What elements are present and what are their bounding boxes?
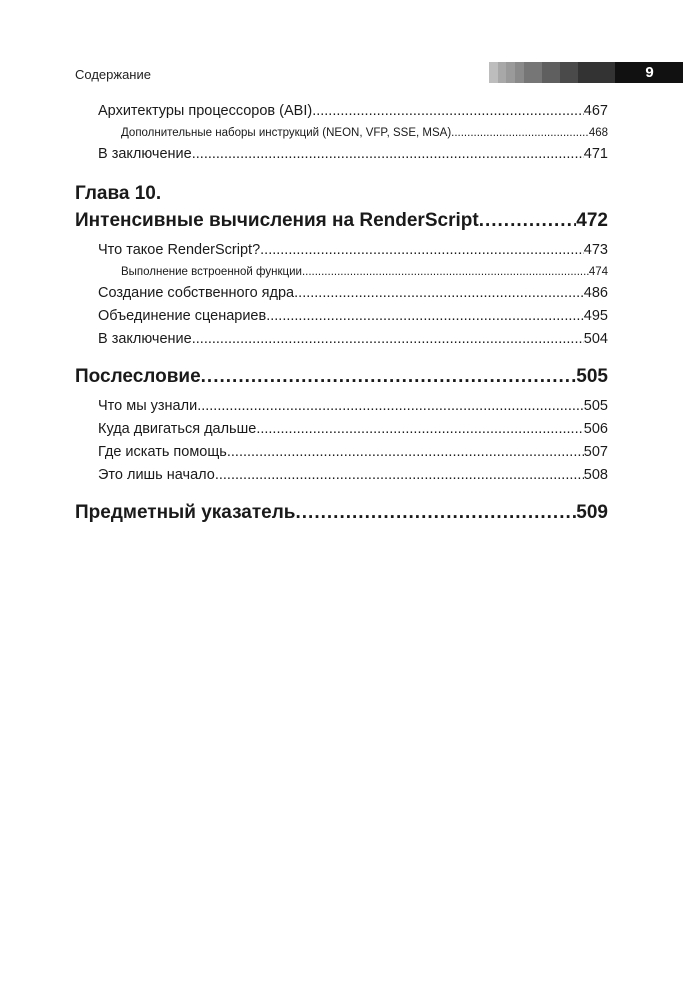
header-stripe <box>542 62 560 83</box>
index-title: Предметный указатель <box>75 502 296 523</box>
dot-leader <box>215 464 584 487</box>
dot-leader <box>256 418 583 441</box>
page-header <box>75 62 654 84</box>
chapter-title-entry[interactable] <box>75 207 608 235</box>
toc-entry[interactable] <box>75 305 608 328</box>
dot-leader <box>197 395 584 418</box>
toc-subentry[interactable] <box>75 262 608 282</box>
toc-entry[interactable] <box>75 328 608 351</box>
toc-entry[interactable] <box>75 418 608 441</box>
toc-entry[interactable] <box>75 143 608 166</box>
toc-entry-page: 505 <box>583 398 608 414</box>
toc-entry-page: 468 <box>588 127 608 139</box>
header-stripe <box>489 62 498 83</box>
toc-entry-label: В заключение <box>98 146 192 162</box>
toc-entry[interactable] <box>75 100 608 123</box>
page-number: 9 <box>615 62 683 83</box>
toc-entry-page: 506 <box>583 421 608 437</box>
header-stripe <box>498 62 506 83</box>
toc-entry-page: 474 <box>588 266 608 278</box>
dot-leader <box>192 328 584 351</box>
table-of-contents <box>75 100 608 527</box>
dot-leader <box>227 441 584 464</box>
toc-entry-label: Где искать помощь <box>98 444 227 460</box>
dot-leader <box>266 305 584 328</box>
toc-entry-label: Куда двигаться дальше <box>98 421 257 437</box>
toc-entry-label: В заключение <box>98 331 192 347</box>
running-title: Содержание <box>75 67 151 82</box>
header-stripe <box>506 62 515 83</box>
dot-leader <box>312 100 584 123</box>
dot-leader <box>296 499 577 527</box>
toc-entry-label: Объединение сценариев <box>98 308 267 324</box>
toc-entry-label: Это лишь начало <box>98 467 215 483</box>
header-stripe <box>515 62 524 83</box>
toc-entry-page: 486 <box>583 285 608 301</box>
toc-entry-label: Что мы узнали <box>98 398 198 414</box>
dot-leader <box>260 239 584 262</box>
dot-leader <box>479 207 577 235</box>
toc-entry-page: 504 <box>583 331 608 347</box>
header-gradient-stripes <box>489 62 615 83</box>
toc-entry-label: Что такое RenderScript? <box>98 242 261 258</box>
toc-entry[interactable] <box>75 395 608 418</box>
chapter-number: Глава 10. <box>75 183 162 204</box>
toc-entry-label: Архитектуры процессоров (ABI) <box>98 103 313 119</box>
chapter-title: Интенсивные вычисления на RenderScript <box>75 210 479 231</box>
toc-subentry[interactable] <box>75 123 608 143</box>
afterword-entry[interactable] <box>75 363 608 391</box>
afterword-title: Послесловие <box>75 366 201 387</box>
header-stripe <box>578 62 615 83</box>
dot-leader <box>294 282 584 305</box>
toc-entry-label: Выполнение встроенной функции <box>121 266 302 278</box>
afterword-page: 505 <box>576 366 608 387</box>
dot-leader <box>192 143 584 166</box>
dot-leader <box>451 123 589 143</box>
toc-entry[interactable] <box>75 239 608 262</box>
toc-entry-page: 508 <box>583 467 608 483</box>
toc-entry[interactable] <box>75 441 608 464</box>
dot-leader <box>302 262 589 282</box>
toc-entry-page: 471 <box>583 146 608 162</box>
toc-entry-page: 473 <box>583 242 608 258</box>
toc-entry-page: 507 <box>583 444 608 460</box>
toc-entry[interactable] <box>75 282 608 305</box>
toc-entry-page: 467 <box>583 103 608 119</box>
toc-entry[interactable] <box>75 464 608 487</box>
index-entry[interactable] <box>75 499 608 527</box>
header-stripe <box>560 62 578 83</box>
toc-entry-page: 495 <box>583 308 608 324</box>
index-page: 509 <box>576 502 608 523</box>
header-stripe <box>524 62 542 83</box>
toc-entry-label: Создание собственного ядра <box>98 285 295 301</box>
toc-entry-label: Дополнительные наборы инструкций (NEON, VFP, SSE, MSA) <box>121 127 452 139</box>
dot-leader <box>201 363 577 391</box>
chapter-page: 472 <box>576 210 608 231</box>
